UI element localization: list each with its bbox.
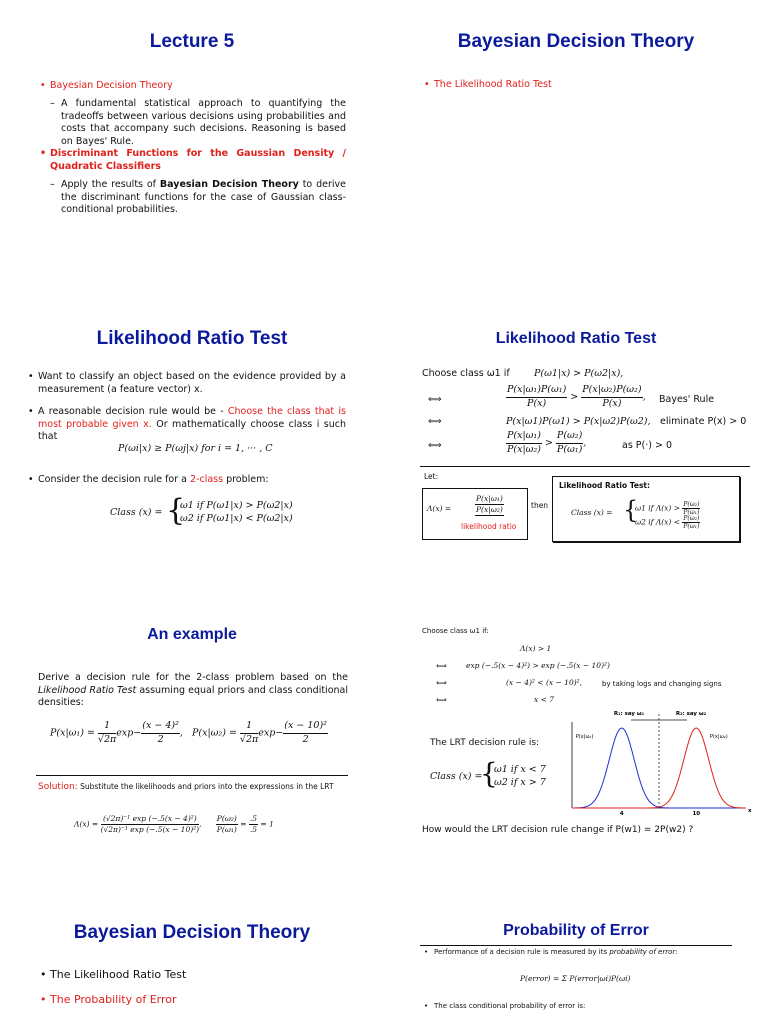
divider xyxy=(36,775,348,776)
slide-title: Lecture 5 xyxy=(149,31,235,52)
slide-likelihood-ratio-test xyxy=(0,296,384,592)
density-equations: P(x|ω₁) = $\frac{1}{√2\pi}$ exp− $\frac{\text{(x − 4)²}}{2}$ , P(x|ω₂) = $\frac{1}{√2\pi}$ exp− $\frac{\text{(x − 10)²}}{2}$ xyxy=(50,720,327,745)
choose-class-text: Choose class ω1 if: xyxy=(422,627,489,635)
rule-case-2: ω2 if P(ω1|x) < P(ω2|x) xyxy=(180,513,293,524)
likelihood-ratio-box xyxy=(422,488,528,540)
brace: { xyxy=(480,757,498,790)
let-label: Let: xyxy=(424,472,439,481)
iff-arrow-1: ⟺ xyxy=(436,661,447,670)
lrt-box xyxy=(552,476,740,542)
slide-probability-of-error xyxy=(384,888,768,1024)
lrt-case-2: ω2 if Λ(x) < $\frac{\text{P(ω₂)}}{\text{P(ω₁)}}$ xyxy=(635,515,700,530)
sol-line-4: x < 7 xyxy=(534,695,555,704)
slide-title: Bayesian Decision Theory xyxy=(457,31,695,52)
region-2-label: R₂: say ω₂ xyxy=(675,711,707,717)
then-label: then xyxy=(531,501,549,510)
slide-an-example xyxy=(0,592,384,888)
density-curve-class-2 xyxy=(572,728,746,808)
px1-label: P(x|ω₁) xyxy=(575,734,594,740)
density-curve-class-1 xyxy=(572,728,746,808)
iff-arrow-3: ⟺ xyxy=(436,695,447,704)
sol-line-1: Λ(x) > 1 xyxy=(520,644,552,653)
bullet-probability-of-error: • The Probability of Error xyxy=(50,993,177,1007)
example-intro: Derive a decision rule for the 2-class problem based on the Likelihood Ratio Test assuming equal priors and class conditional densities: xyxy=(38,672,348,708)
bullet-likelihood-ratio-test: • The Likelihood Ratio Test xyxy=(50,968,186,982)
bullet-bayesian-decision-theory: • Bayesian Decision Theory xyxy=(50,80,350,93)
rule-case-1: ω1 if P(ω1|x) > P(ω2|x) xyxy=(180,500,293,511)
brace: { xyxy=(623,496,639,524)
solution-line: Solution: Substitute the likelihoods and priors into the expressions in the LRT xyxy=(38,782,334,792)
bayes-rule-note: Bayes' Rule xyxy=(659,394,715,405)
slide-example-solution xyxy=(384,592,768,888)
equation-max-posterior: P(ωi|x) ≥ P(ωj|x) for i = 1, ··· , C xyxy=(118,443,273,454)
x-axis-label: x xyxy=(748,808,752,814)
likelihood-ratio-label: likelihood ratio xyxy=(461,522,517,531)
lrt-substitution: Λ(x) = $\frac{\text{(√2π)⁻¹ exp (−.5(x − 4)²)}}{\text{(√2π)⁻¹ exp (−.5(x − 10)²)}}$ , $\frac{\text{P(ω₂)}}{\text{P(ω₁)}}$ = $\frac{.5}{.5}$ = 1 xyxy=(74,814,274,834)
tick-10: 10 xyxy=(692,811,701,816)
eliminate-note: eliminate P(x) > 0 xyxy=(660,416,747,427)
lrt-class-label: Class (x) = xyxy=(571,508,613,517)
slide-likelihood-ratio-test-2 xyxy=(384,296,768,592)
lambda-fraction: $\frac{\text{P(x|ω₁)}}{\text{P(x|ω₂)}}$ xyxy=(476,494,503,514)
slide-bayesian-decision-theory-2 xyxy=(0,888,384,1024)
logs-note: by taking logs and changing signs xyxy=(602,680,722,688)
slide-title: Likelihood Ratio Test xyxy=(96,328,288,349)
class-case-2: ω2 if x > 7 xyxy=(494,777,546,788)
bullet-class-conditional: • The class conditional probability of error is: xyxy=(434,1002,585,1011)
slide-title: Probability of Error xyxy=(503,922,649,939)
divider xyxy=(420,466,750,467)
bullet-likelihood-ratio-test: • The Likelihood Ratio Test xyxy=(434,79,734,92)
brace: { xyxy=(166,493,186,528)
question-text: How would the LRT decision rule change if P(w1) = 2P(w2) ? xyxy=(422,825,694,835)
slide-title: Bayesian Decision Theory xyxy=(73,922,311,943)
bullet-performance: • Performance of a decision rule is measured by its probability of error: xyxy=(434,948,678,957)
class-lhs: Class (x) = xyxy=(430,771,483,782)
tick-4: 4 xyxy=(619,811,624,816)
bullet-reasonable-rule: • A reasonable decision rule would be - Choose the class that is most probable given x. Or mathematically choose class i such that xyxy=(38,406,346,444)
bullet-discriminant-functions: • Discriminant Functions for the Gaussian Density / Quadratic Classifiers xyxy=(50,148,346,173)
lambda-label: Λ(x) = xyxy=(427,504,452,513)
iff-arrow-2: ⟺ xyxy=(436,678,447,687)
slide-title: Likelihood Ratio Test xyxy=(495,330,657,347)
iff-arrow-2: ⟺ xyxy=(428,416,442,427)
bullet-two-class: • Consider the decision rule for a 2-class problem: xyxy=(38,474,346,487)
bullet-sub-text: – A fundamental statistical approach to quantifying the tradeoffs between various decisions using probabilities and costs that accompany such decisions. Reasoning is based on Bayes' Rule. xyxy=(61,98,346,148)
slide-title: An example xyxy=(147,626,237,643)
lrt-box-title: Likelihood Ratio Test: xyxy=(559,481,651,490)
deriv-line-2: $\frac{\text{P(x|ω₁)P(ω₁)}}{P(x)}$ > $\frac{\text{P(x|ω₂)P(ω₂)}}{P(x)}$ , xyxy=(507,384,646,409)
sol-line-3: (x − 4)² < (x − 10)², xyxy=(506,678,583,687)
lrt-rule-label: The LRT decision rule is: xyxy=(430,738,540,748)
deriv-line-4: $\frac{\text{P(x|ω₁)}}{\text{P(x|ω₂)}}$ > $\frac{\text{P(ω₂)}}{\text{P(ω₁)}}$ , xyxy=(507,430,587,455)
region-1-label: R₁: say ω₁ xyxy=(613,711,645,717)
slide-bayesian-decision-theory xyxy=(384,0,768,296)
px2-label: P(x|ω₂) xyxy=(709,734,728,740)
deriv-line-1: P(ω1|x) > P(ω2|x), xyxy=(534,368,624,379)
slide-lecture-5 xyxy=(0,0,384,296)
rule-lhs: Class (x) = xyxy=(110,507,163,518)
deriv-line-3: P(x|ω1)P(ω1) > P(x|ω2)P(ω2), xyxy=(506,416,651,427)
error-equation: P(error) = Σ P(error|ωi)P(ωi) xyxy=(520,974,631,983)
divider xyxy=(420,945,732,946)
choose-class-text: Choose class ω1 if xyxy=(422,368,510,379)
bullet-want-to-classify: • Want to classify an object based on the evidence provided by a measurement (a feature vector) x. xyxy=(38,371,346,396)
bullet-sub-text-2: – Apply the results of Bayesian Decision Theory to derive the discriminant functions for the case of Gaussian class-conditional probabilities. xyxy=(61,179,346,217)
iff-arrow-1: ⟺ xyxy=(428,394,442,405)
sol-line-2: exp (−.5(x − 4)²) > exp (−.5(x − 10)²) xyxy=(466,661,610,670)
prior-positive-note: as P(·) > 0 xyxy=(622,440,672,451)
lrt-case-1: ω1 if Λ(x) > $\frac{\text{P(ω₂)}}{\text{P(ω₁)}}$ xyxy=(635,501,700,516)
gaussian-plot xyxy=(566,708,756,816)
class-case-1: ω1 if x < 7 xyxy=(494,764,546,775)
iff-arrow-3: ⟺ xyxy=(428,440,442,451)
